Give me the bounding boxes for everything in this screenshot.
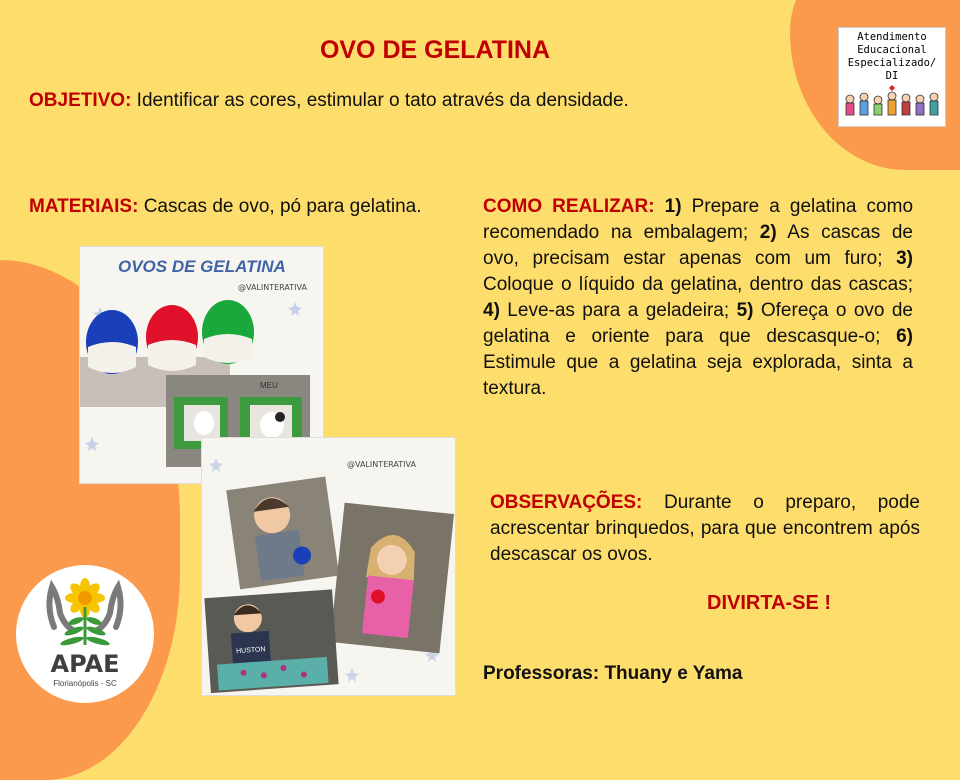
professoras-credit: Professoras: Thuany e Yama xyxy=(483,663,743,684)
step-5-number: 5) xyxy=(736,300,754,321)
children-photo xyxy=(201,437,456,696)
apae-logo xyxy=(16,565,154,703)
step-1-text: Prepare a gelatina como recomendado na embalagem; xyxy=(483,196,914,243)
divirta-se-text: DIVIRTA-SE ! xyxy=(707,592,832,614)
badge-line-3: Especializado/ DI xyxy=(847,57,937,82)
step-2-text: As cascas de ovo, precisam estar apenas com um furo; xyxy=(483,222,914,269)
step-1-number: 1) xyxy=(664,196,682,217)
observacoes-text: Durante o preparo, pode acrescentar brinquedos, para que encontrem após descascar os ovos. xyxy=(490,492,920,565)
badge-line-2: Educacional xyxy=(857,44,927,56)
step-5-text: Ofereça o ovo de gelatina e oriente para que descasque-o; xyxy=(483,300,913,347)
materiais-paragraph xyxy=(29,194,425,220)
step-6-text: Estimule que a gelatina seja explorada, sinta a textura. xyxy=(483,352,913,399)
step-6-number: 6) xyxy=(896,326,913,347)
badge-line-1: Atendimento xyxy=(857,31,927,43)
objetivo-paragraph xyxy=(29,88,729,114)
objetivo-label: OBJETIVO: xyxy=(29,90,132,111)
sunflower-hands-icon xyxy=(16,565,154,655)
objetivo-text: Identificar as cores, estimular o tato através da densidade. xyxy=(131,90,629,111)
step-3-number: 3) xyxy=(896,248,913,269)
step-4-text: Leve-as para a geladeira; xyxy=(499,300,737,321)
observacoes-paragraph xyxy=(490,490,920,568)
apae-name: APAE xyxy=(50,650,120,678)
como-realizar-label: COMO REALIZAR: xyxy=(483,196,655,217)
materiais-label: MATERIAIS: xyxy=(29,196,139,217)
photo-1-watermark: @VALINTERATIVA xyxy=(238,283,307,292)
children-illustration xyxy=(840,83,944,133)
children-activity-illustration xyxy=(202,438,455,695)
box-label: MEU xyxy=(260,381,278,390)
shirt-text: HUSTON xyxy=(235,646,266,656)
aee-badge xyxy=(838,27,946,127)
page-title: OVO DE GELATINA xyxy=(319,36,551,64)
step-3-text: Coloque o líquido da gelatina, dentro das cascas; xyxy=(483,274,913,295)
materiais-text: Cascas de ovo, pó para gelatina. xyxy=(138,196,422,217)
step-2-number: 2) xyxy=(759,222,777,243)
observacoes-label: OBSERVAÇÕES: xyxy=(490,492,643,513)
photo-title: OVOS DE GELATINA xyxy=(118,257,286,276)
como-realizar-paragraph xyxy=(483,194,913,402)
photo-2-watermark: @VALINTERATIVA xyxy=(347,460,416,469)
apae-location: Florianópolis - SC xyxy=(53,679,117,688)
step-4-number: 4) xyxy=(483,300,500,321)
